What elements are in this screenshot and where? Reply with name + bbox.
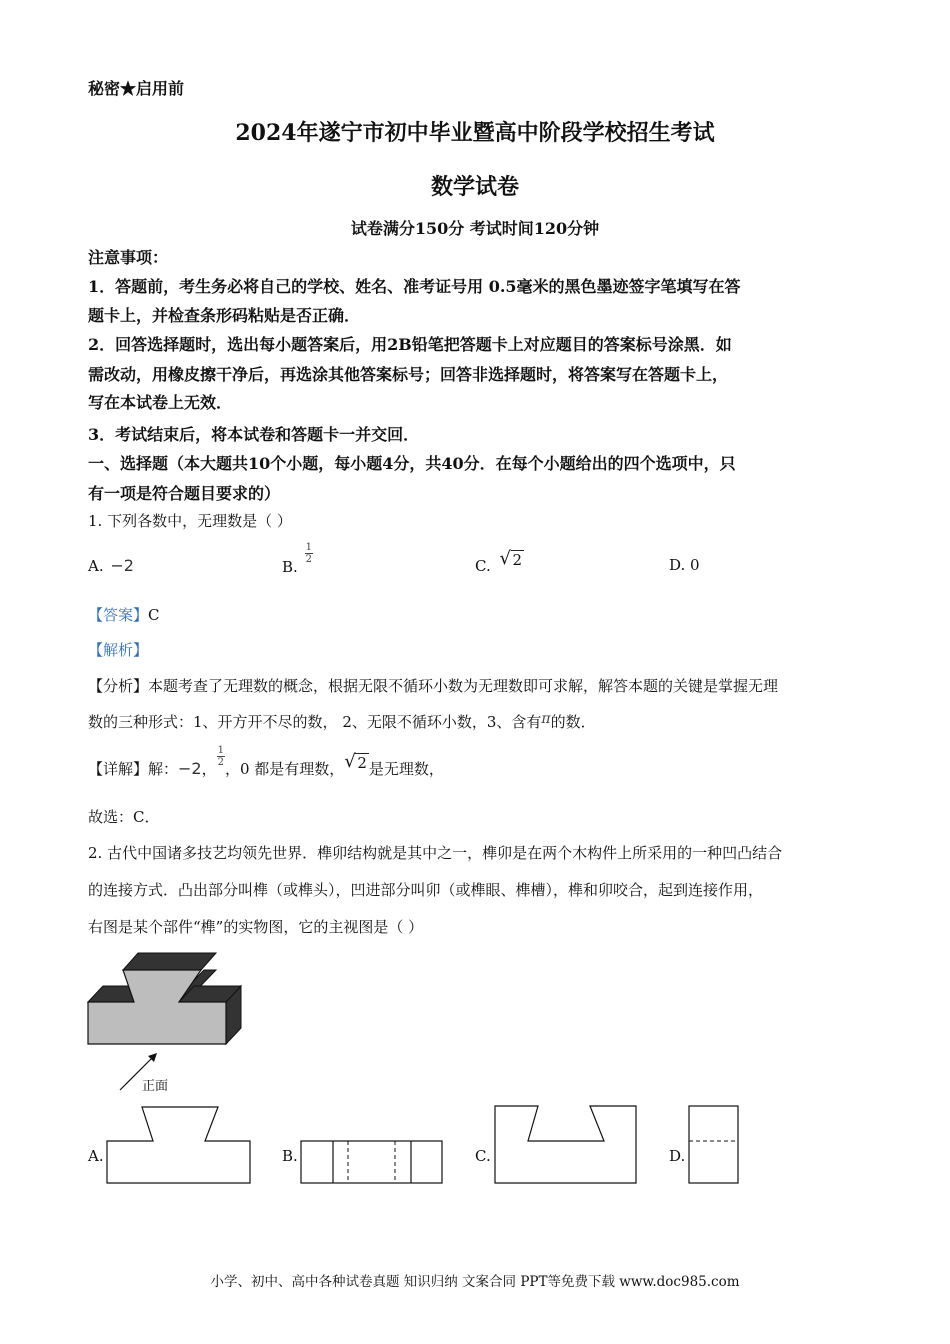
tenon-tongue-top [123, 953, 216, 970]
q1-fenxi-line-2 [88, 711, 596, 732]
q1-option-b-numerator: 1 [305, 542, 312, 553]
q2-option-d-label: D. [669, 1147, 686, 1165]
q1-option-d-label: D. [669, 556, 686, 574]
q1-option-b-fraction [305, 542, 313, 565]
section-1-line-1: 一、选择题（本大题共10个小题，每小题4分，共40分．在每个小题给出的四个选项中，只 [88, 454, 736, 473]
detail-fraction-denominator: 2 [217, 756, 224, 768]
q2-option-d-figure [686, 1103, 742, 1187]
q2-option-c-label: C. [475, 1147, 491, 1165]
q1-option-c-sqrt [500, 550, 525, 569]
detail-sqrt [344, 753, 369, 772]
detail-comma: ， [201, 760, 217, 778]
q1-option-b-denominator: 2 [305, 554, 312, 565]
q2-option-b-figure [298, 1138, 446, 1188]
q1-option-b [282, 542, 313, 576]
note-2-line-3: 写在本试卷上无效． [88, 393, 233, 412]
q2-option-b-label: B. [282, 1147, 298, 1165]
radical-sign-icon: √ [344, 751, 356, 772]
option-a-outline [107, 1107, 250, 1183]
exam-meta: 试卷满分150分 考试时间120分钟 [350, 219, 600, 238]
q1-option-c-label: C. [475, 557, 491, 575]
q2-option-a-label: A. [88, 1147, 104, 1165]
note-2-line-1: 2．回答选择题时，选出每小题答案后，用2B铅笔把答题卡上对应题目的答案标号涂黑．如 [88, 335, 732, 354]
note-3-line-1: 3．考试结束后，将本试卷和答题卡一并交回． [88, 425, 420, 444]
detail-intro: 【详解】解： [88, 760, 179, 778]
q1-option-b-label: B. [282, 557, 298, 576]
detail-neg2: −2 [178, 759, 202, 778]
q2-line-2: 的连接方式．凸出部分叫榫（或榫头），凹进部分叫卯（或榫眼、榫槽），榫和卯咬合，起到连接作用， [88, 881, 764, 899]
q1-answer [88, 604, 160, 625]
q2-option-c-figure [492, 1103, 640, 1187]
section-1-line-2: 有一项是符合题目要求的） [88, 484, 281, 503]
tenon-3d-figure [84, 948, 254, 1098]
footer-text: 小学、初中、高中各种试卷真题 知识归纳 文案合同 PPT等免费下载 www.doc985.com [210, 1274, 740, 1290]
q1-option-a-label: A. [88, 557, 104, 575]
q2-line-1: 2. 古代中国诸多技艺均领先世界．榫卯结构就是其中之一，榫卯是在两个木构件上所采用的一种凹凸结合 [88, 844, 783, 862]
q1-option-c [475, 548, 524, 575]
q1-choose: 故选：C． [88, 808, 160, 826]
detail-rational: ，0 都是有理数， [225, 760, 345, 778]
analysis-tag: 【解析】 [88, 641, 149, 659]
detail-radicand: 2 [357, 754, 367, 772]
q1-stem: 1. 下列各数中，无理数是（ ） [88, 512, 292, 530]
q2-line-3: 右图是某个部件“榫”的实物图，它的主视图是（ ） [88, 918, 424, 936]
q1-option-a [88, 556, 134, 575]
answer-value: C [148, 606, 160, 624]
q1-fenxi-line-1: 【分析】本题考查了无理数的概念，根据无限不循环小数为无理数即可求解，解答本题的关键是掌握无理 [88, 677, 779, 695]
detail-fraction-numerator: 1 [217, 744, 224, 756]
fenxi-text-b: 的数． [550, 713, 596, 731]
q1-detail-line [88, 744, 444, 778]
option-d-outline [689, 1106, 738, 1183]
notes-heading: 注意事项： [88, 248, 169, 267]
secret-label: 秘密★启用前 [88, 79, 185, 98]
q1-option-c-radicand: 2 [512, 551, 523, 569]
note-2-line-2: 需改动，用橡皮擦干净后，再选涂其他答案标号；回答非选择题时，将答案写在答题卡上， [88, 365, 729, 384]
exam-title: 2024年遂宁市初中毕业暨高中阶段学校招生考试 [235, 120, 715, 146]
q1-option-d [669, 556, 700, 574]
detail-irrational: 是无理数， [368, 760, 444, 778]
pi-symbol: π [541, 711, 551, 727]
radical-sign-icon: √ [499, 548, 511, 569]
option-b-outline [301, 1141, 442, 1183]
front-label: 正面 [142, 1079, 169, 1094]
option-c-outline [495, 1106, 636, 1183]
answer-tag: 【答案】 [88, 606, 149, 624]
fenxi-text-a: 数的三种形式：1、开方开不尽的数， 2、无限不循环小数，3、含有 [88, 713, 542, 731]
note-1-line-2: 题卡上，并检查条形码粘贴是否正确． [88, 306, 361, 325]
q2-option-a-figure [104, 1103, 254, 1187]
detail-fraction [217, 745, 225, 768]
q1-option-a-value: −2 [110, 556, 134, 575]
subject-title: 数学试卷 [430, 174, 519, 200]
note-1-line-1: 1．答题前，考生务必将自己的学校、姓名、准考证号用 0.5毫米的黑色墨迹签字笔填写在答 [88, 277, 741, 296]
q1-option-d-value: 0 [690, 556, 700, 574]
